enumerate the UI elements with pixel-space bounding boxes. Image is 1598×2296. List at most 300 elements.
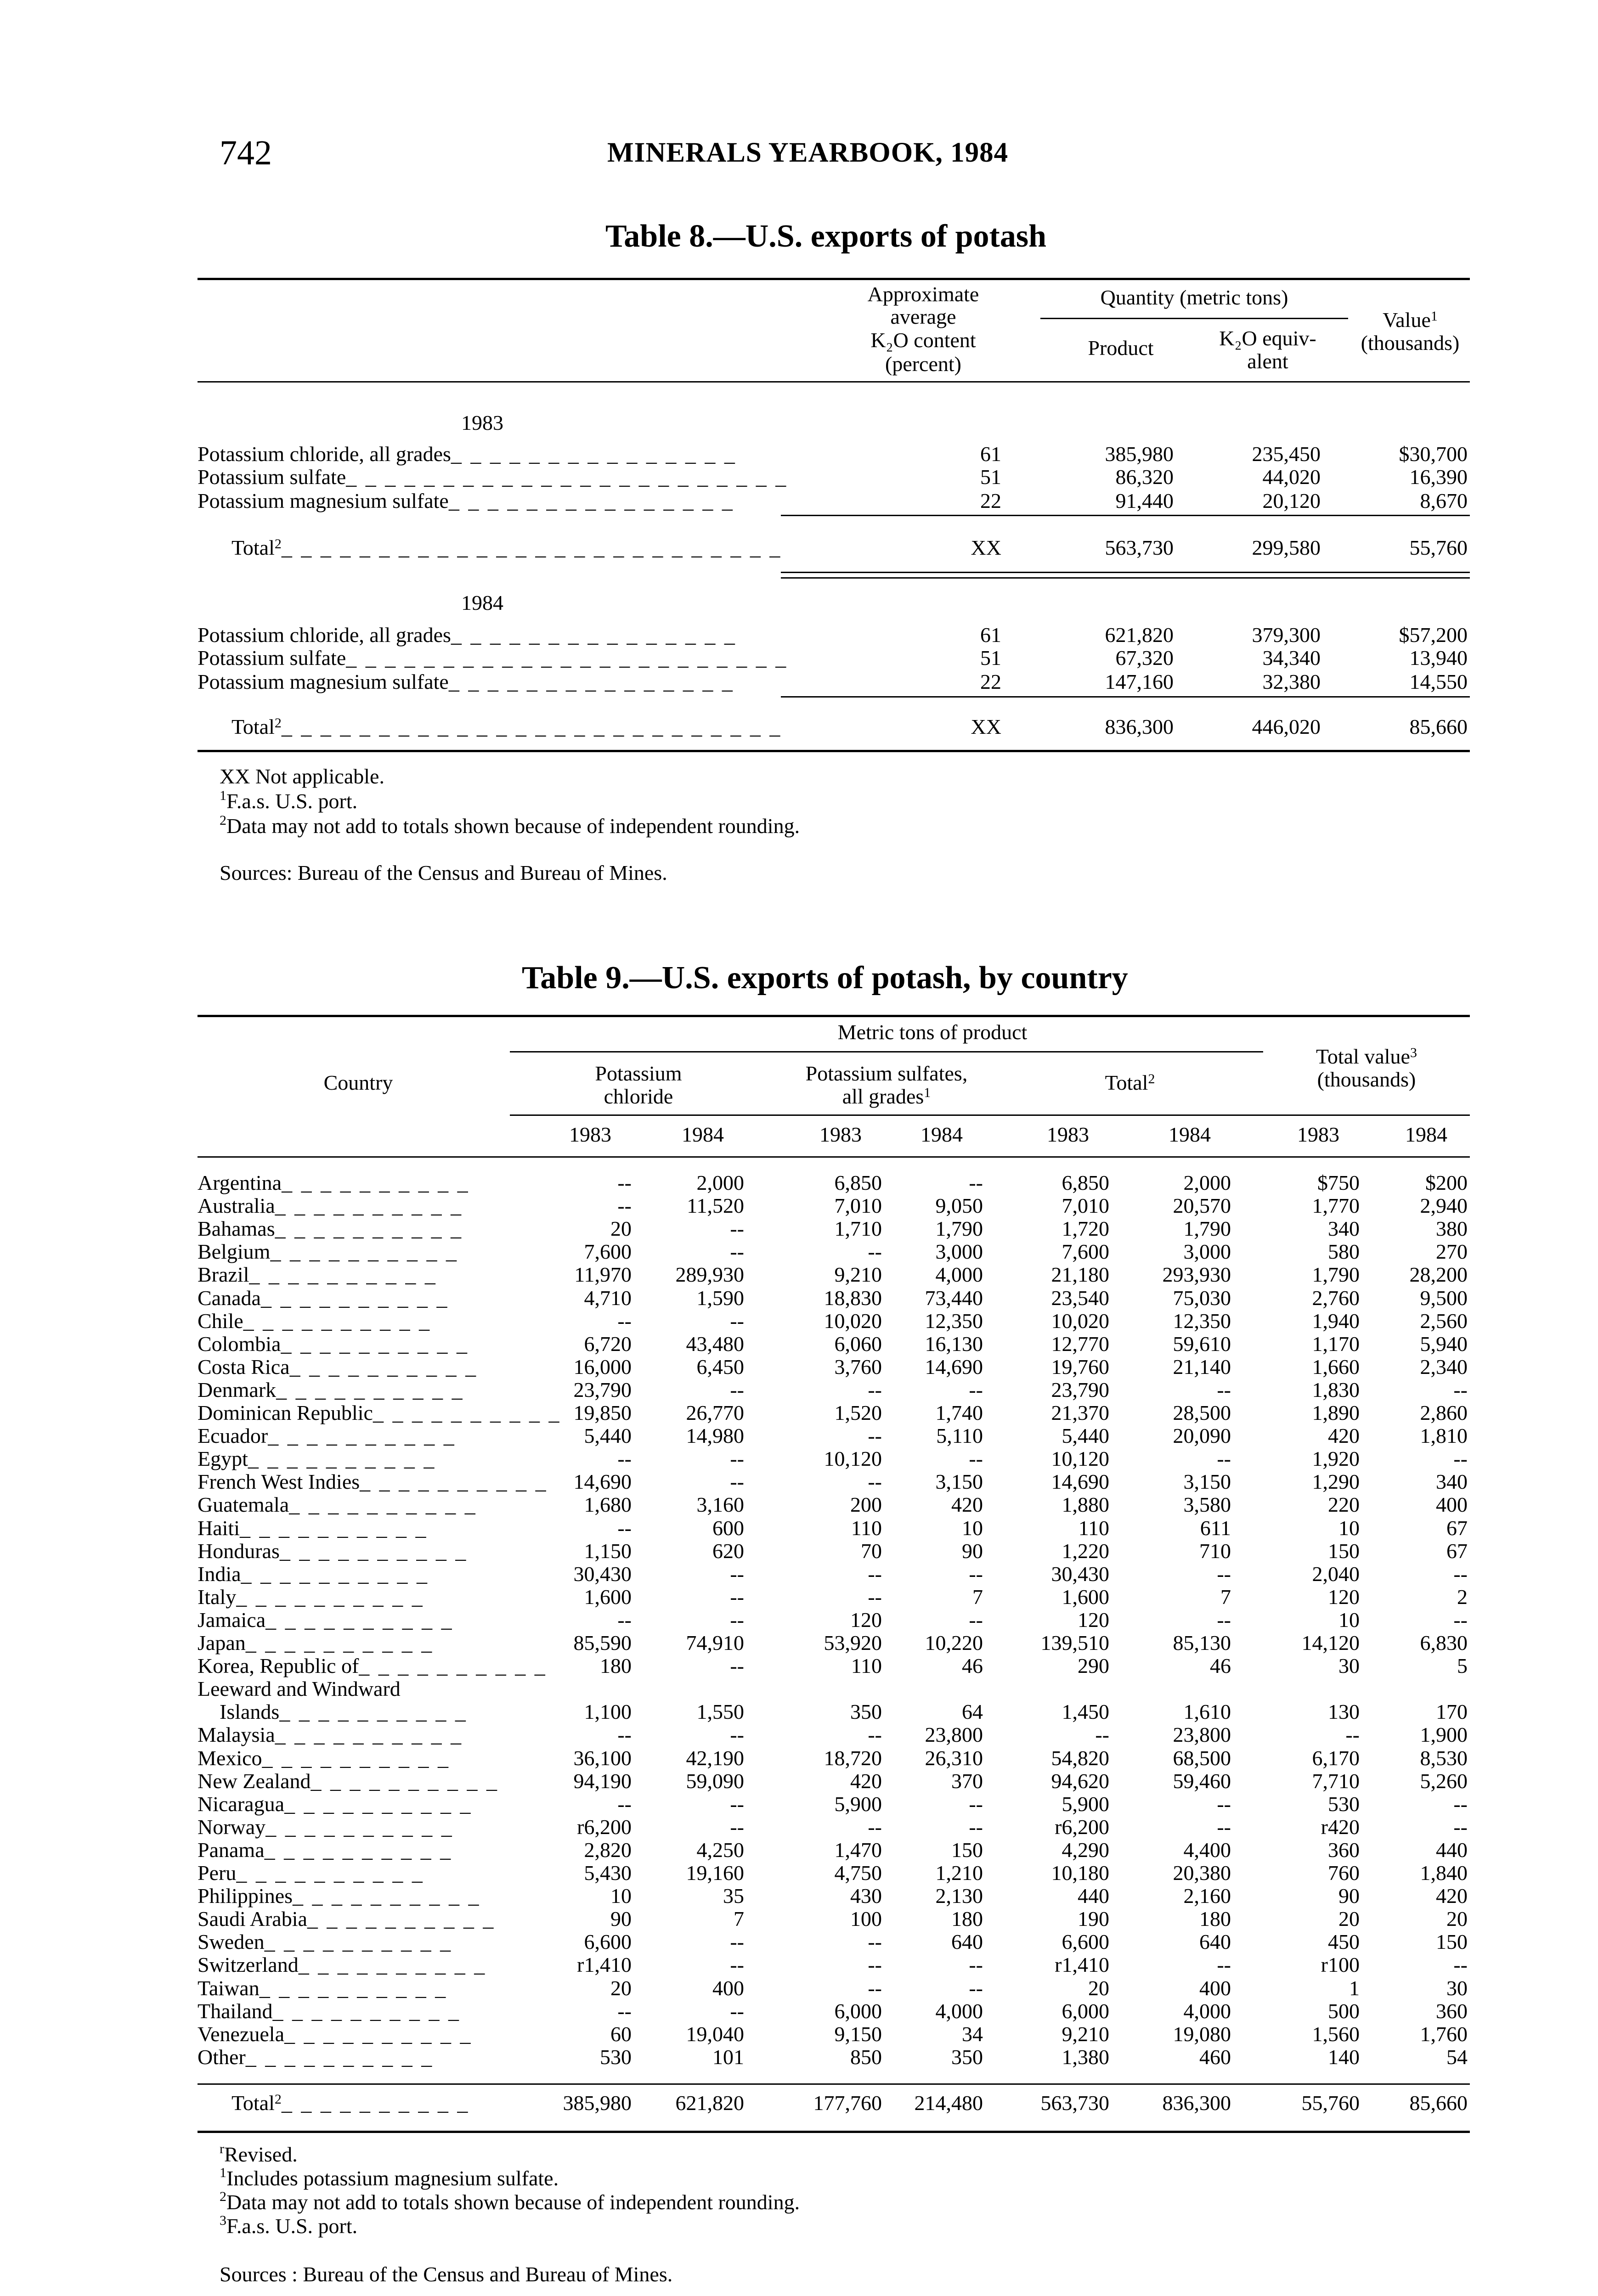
t9-cell: 20 <box>1446 1907 1468 1930</box>
t9-cell: 21,370 <box>1051 1401 1109 1424</box>
t9-cell: 18,720 <box>824 1746 882 1770</box>
t9-cell: 350 <box>850 1700 882 1723</box>
t8-cell: 14,550 <box>1409 670 1468 693</box>
t9-cell: 1,520 <box>834 1401 882 1424</box>
t8-cell: $57,200 <box>1399 623 1468 647</box>
t9-cell: 6,830 <box>1420 1631 1468 1654</box>
t9-cell: 10 <box>1338 1516 1360 1540</box>
t9-cell: 42,190 <box>686 1746 744 1770</box>
t8-col-quantity: Quantity (metric tons) <box>1100 286 1288 309</box>
t9-cell: 220 <box>1328 1493 1360 1516</box>
t8-year-1984: 1984 <box>461 591 503 614</box>
t8-cell: 91,440 <box>1115 489 1174 512</box>
t9-cell: 4,000 <box>1183 1999 1231 2023</box>
t9-cell: 94,620 <box>1051 1769 1109 1793</box>
t9-cell: -- <box>969 1171 983 1194</box>
t9-cell: 150 <box>1328 1539 1360 1563</box>
t9-footnote: $^r$Revised. <box>220 2141 298 2166</box>
t9-cell: 430 <box>850 1884 882 1908</box>
t9-cell: -- <box>730 1562 744 1586</box>
t9-header-rule <box>198 1156 1470 1158</box>
t8-total-label: Total$^2$_ _ _ _ _ _ _ _ _ _ _ _ _ _ _ _ _ _ _ _ _ _ _ _ _ _ <box>232 536 782 559</box>
t9-total-rule <box>198 2083 1470 2085</box>
t9-cell: 1,720 <box>1062 1217 1109 1240</box>
t8-cell: 61 <box>980 442 1001 466</box>
t9-cell: 1,770 <box>1312 1194 1360 1217</box>
t9-footnote: $^3$F.a.s. U.S. port. <box>220 2213 358 2238</box>
t9-cell: 420 <box>850 1769 882 1793</box>
t8-cell: XX <box>971 536 1001 559</box>
t9-cell: -- <box>1453 1378 1468 1401</box>
t9-cell: 620 <box>712 1539 744 1563</box>
t8-year-1983: 1983 <box>461 411 503 434</box>
t9-country-label: Norway_ _ _ _ _ _ _ _ _ _ <box>198 1815 454 1839</box>
t8-footnote: $^1$F.a.s. U.S. port. <box>220 788 358 813</box>
t9-cell: 640 <box>1199 1930 1231 1953</box>
t9-cell: 9,050 <box>935 1194 983 1217</box>
table8-top-rule <box>198 278 1470 280</box>
t9-cell: 1,380 <box>1062 2045 1109 2069</box>
t9-footnote: $^2$Data may not add to totals shown because of independent rounding. <box>220 2189 800 2214</box>
t9-cell: 1,220 <box>1062 1539 1109 1563</box>
t9-cell: 1,790 <box>935 1217 983 1240</box>
t9-cell: 6,850 <box>834 1171 882 1194</box>
t9-cell: -- <box>1217 1815 1231 1839</box>
t9-cell: 11,970 <box>574 1263 632 1286</box>
t9-cell: 600 <box>712 1516 744 1540</box>
t8-cell: 385,980 <box>1105 442 1174 466</box>
t9-cell: 90 <box>610 1907 632 1930</box>
t9-country-label: Bahamas_ _ _ _ _ _ _ _ _ _ <box>198 1217 463 1240</box>
t9-cell: -- <box>969 1378 983 1401</box>
t9-col-sulf-2: all grades$^1$ <box>842 1085 931 1108</box>
t9-cell: 850 <box>850 2045 882 2069</box>
t9-cell: 3,150 <box>1183 1470 1231 1493</box>
t9-cell: -- <box>730 1608 744 1632</box>
t9-cell: 53,920 <box>824 1631 882 1654</box>
t9-cell: 170 <box>1436 1700 1468 1723</box>
t9-cell: -- <box>868 1470 882 1493</box>
t9-cell: 500 <box>1328 1999 1360 2023</box>
running-head: MINERALS YEARBOOK, 1984 <box>607 137 1009 168</box>
t9-cell: -- <box>868 1240 882 1263</box>
t9-cell: 180 <box>600 1654 632 1677</box>
t9-cell: -- <box>1453 1447 1468 1470</box>
t9-cell: 59,090 <box>686 1769 744 1793</box>
t9-cell: 1,790 <box>1312 1263 1360 1286</box>
t9-cell: $200 <box>1425 1171 1468 1194</box>
t8-col-value-1: Value$^1$ <box>1383 308 1438 332</box>
t9-col-country: Country <box>323 1071 393 1094</box>
t9-cell: 2,860 <box>1420 1401 1468 1424</box>
t9-cell: 5,940 <box>1420 1332 1468 1356</box>
t8-section-rule <box>781 577 1470 579</box>
t9-cell: 611 <box>1200 1516 1231 1540</box>
t9-cell: 2,160 <box>1183 1884 1231 1908</box>
t8-bottom-rule <box>198 750 1470 752</box>
t9-cell: 530 <box>1328 1792 1360 1816</box>
t8-cell: 51 <box>980 646 1001 670</box>
t9-cell: 836,300 <box>1162 2091 1231 2115</box>
t9-cell: 400 <box>712 1976 744 2000</box>
t9-cell: 1,450 <box>1062 1700 1109 1723</box>
t9-cell: 2,040 <box>1312 1562 1360 1586</box>
t9-country-label: Italy_ _ _ _ _ _ _ _ _ _ <box>198 1585 424 1609</box>
t9-cell: 28,200 <box>1409 1263 1468 1286</box>
t9-cell: 3,000 <box>1183 1240 1231 1263</box>
t9-cell: -- <box>1217 1953 1231 1976</box>
t9-cell: 5,430 <box>584 1861 632 1885</box>
t9-cell: r420 <box>1321 1815 1360 1839</box>
t9-cell: 20 <box>610 1976 632 2000</box>
t9-cell: 1,810 <box>1420 1424 1468 1447</box>
t9-cell: 150 <box>1436 1930 1468 1953</box>
t9-cell: 200 <box>850 1493 882 1516</box>
t9-cell: 400 <box>1199 1976 1231 2000</box>
t9-total-label: Total$^2$_ _ _ _ _ _ _ _ _ _ <box>232 2091 470 2115</box>
t9-country-label: Haiti_ _ _ _ _ _ _ _ _ _ <box>198 1516 428 1540</box>
t9-cell: 400 <box>1436 1493 1468 1516</box>
t9-cell: 214,480 <box>914 2091 983 2115</box>
t9-cell: 3,160 <box>696 1493 744 1516</box>
t9-cell: 16,000 <box>573 1355 632 1379</box>
t9-cell: -- <box>730 1815 744 1839</box>
t8-cell: 85,660 <box>1409 715 1468 738</box>
t9-country-label: Egypt_ _ _ _ _ _ _ _ _ _ <box>198 1447 436 1470</box>
t9-cell: 5,110 <box>936 1424 983 1447</box>
t8-col-product: Product <box>1088 336 1154 360</box>
t9-cell: -- <box>1453 1792 1468 1816</box>
t9-year-rule <box>510 1114 1470 1116</box>
t9-cell: 1,680 <box>584 1493 632 1516</box>
t9-cell: -- <box>617 1194 632 1217</box>
t9-cell: 10,020 <box>824 1309 882 1333</box>
t8-cell: 16,390 <box>1409 465 1468 489</box>
t9-cell: -- <box>617 1171 632 1194</box>
t9-cell: 4,400 <box>1183 1838 1231 1862</box>
t9-cell: 621,820 <box>675 2091 744 2115</box>
t9-cell: 9,210 <box>1062 2022 1109 2046</box>
t9-cell: -- <box>1095 1723 1109 1746</box>
t9-col-total: Total$^2$ <box>1105 1071 1155 1094</box>
t9-cell: 1,590 <box>696 1286 744 1310</box>
t8-col-approx-4: (percent) <box>885 352 961 376</box>
t9-cell: 14,980 <box>686 1424 744 1447</box>
t9-cell: 180 <box>1199 1907 1231 1930</box>
t9-cell: -- <box>1217 1447 1231 1470</box>
t9-cell: 340 <box>1328 1217 1360 1240</box>
t9-cell: 5,900 <box>1062 1792 1109 1816</box>
t9-cell: 10,220 <box>925 1631 983 1654</box>
t9-cell: 21,180 <box>1051 1263 1109 1286</box>
t9-cell: 16,130 <box>925 1332 983 1356</box>
t9-col-kcl-1: Potassium <box>595 1062 682 1085</box>
t9-cell: 120 <box>1328 1585 1360 1609</box>
t9-cell: 23,800 <box>925 1723 983 1746</box>
t9-cell: -- <box>969 1447 983 1470</box>
t8-cell: 147,160 <box>1105 670 1174 693</box>
t9-year-header: 1983 <box>819 1123 862 1146</box>
t9-country-label: Leeward and Windward <box>198 1677 401 1700</box>
t9-cell: 440 <box>1436 1838 1468 1862</box>
t9-cell: 9,150 <box>834 2022 882 2046</box>
t9-cell: 20,090 <box>1173 1424 1231 1447</box>
t9-cell: 12,350 <box>925 1309 983 1333</box>
t9-year-header: 1983 <box>1297 1123 1339 1146</box>
t9-cell: 30 <box>1446 1976 1468 2000</box>
t9-cell: 85,130 <box>1173 1631 1231 1654</box>
t9-cell: 19,760 <box>1051 1355 1109 1379</box>
t9-col-value-1: Total value$^3$ <box>1316 1045 1417 1068</box>
t9-cell: 4,000 <box>935 1999 983 2023</box>
t9-cell: 420 <box>1436 1884 1468 1908</box>
t9-cell: 420 <box>951 1493 983 1516</box>
t9-cell: 20 <box>1338 1907 1360 1930</box>
t9-cell: 270 <box>1436 1240 1468 1263</box>
t8-sources: Sources: Bureau of the Census and Bureau of Mines. <box>220 861 667 884</box>
t8-row-label: Potassium magnesium sulfate_ _ _ _ _ _ _ _ _ _ _ _ _ _ _ <box>198 670 734 693</box>
t9-cell: 4,250 <box>696 1838 744 1862</box>
t9-cell: 1,940 <box>1312 1309 1360 1333</box>
t9-country-label: Switzerland_ _ _ _ _ _ _ _ _ _ <box>198 1953 487 1976</box>
t9-cell: 54,820 <box>1051 1746 1109 1770</box>
t8-section-rule <box>781 572 1470 573</box>
t9-cell: 1,830 <box>1312 1378 1360 1401</box>
t9-cell: 450 <box>1328 1930 1360 1953</box>
t9-country-label: Peru_ _ _ _ _ _ _ _ _ _ <box>198 1861 424 1885</box>
t9-cell: 2,130 <box>935 1884 983 1908</box>
t9-cell: 28,500 <box>1173 1401 1231 1424</box>
t9-cell: 1,470 <box>834 1838 882 1862</box>
t9-cell: 10 <box>962 1516 983 1540</box>
t9-sources: Sources : Bureau of the Census and Bureau of Mines. <box>220 2262 673 2286</box>
t9-country-label: Dominican Republic_ _ _ _ _ _ _ _ _ _ <box>198 1401 561 1424</box>
t9-cell: 75,030 <box>1173 1286 1231 1310</box>
t9-cell: -- <box>730 1723 744 1746</box>
t9-cell: 1,600 <box>584 1585 632 1609</box>
t8-cell: 621,820 <box>1105 623 1174 647</box>
t9-cell: r1,410 <box>1055 1953 1109 1976</box>
t9-country-label: Sweden_ _ _ _ _ _ _ _ _ _ <box>198 1930 453 1953</box>
t9-cell: -- <box>868 1378 882 1401</box>
t9-cell: r1,410 <box>577 1953 632 1976</box>
t8-row-label: Potassium sulfate_ _ _ _ _ _ _ _ _ _ _ _ _ _ _ _ _ _ _ _ _ _ _ <box>198 646 788 670</box>
t9-cell: 73,440 <box>925 1286 983 1310</box>
t9-cell: 60 <box>610 2022 632 2046</box>
t9-cell: -- <box>617 1792 632 1816</box>
t9-cell: 59,610 <box>1173 1332 1231 1356</box>
t9-country-label: Argentina_ _ _ _ _ _ _ _ _ _ <box>198 1171 470 1194</box>
t9-cell: 139,510 <box>1040 1631 1109 1654</box>
t9-cell: 4,290 <box>1062 1838 1109 1862</box>
t8-cell: 67,320 <box>1115 646 1174 670</box>
t9-col-metric: Metric tons of product <box>837 1020 1028 1044</box>
t9-country-label: Thailand_ _ _ _ _ _ _ _ _ _ <box>198 1999 461 2023</box>
t8-cell: 13,940 <box>1409 646 1468 670</box>
t8-cell: 446,020 <box>1252 715 1321 738</box>
t9-cell: -- <box>617 1608 632 1632</box>
t8-header-rule <box>198 381 1470 383</box>
t9-cell: 2,820 <box>584 1838 632 1862</box>
t9-cell: 3,760 <box>834 1355 882 1379</box>
t9-cell: 5 <box>1457 1654 1468 1677</box>
t9-cell: 440 <box>1078 1884 1109 1908</box>
t9-cell: 1,610 <box>1183 1700 1231 1723</box>
t9-cell: 85,590 <box>573 1631 632 1654</box>
t9-cell: 8,530 <box>1420 1746 1468 1770</box>
t8-cell: 51 <box>980 465 1001 489</box>
t8-footnote: XX Not applicable. <box>220 765 384 788</box>
t9-cell: 1,210 <box>935 1861 983 1885</box>
t8-cell: 44,020 <box>1262 465 1321 489</box>
t9-cell: 130 <box>1328 1700 1360 1723</box>
t8-cell: 22 <box>980 670 1001 693</box>
t9-cell: 380 <box>1436 1217 1468 1240</box>
t9-cell: 14,690 <box>1051 1470 1109 1493</box>
t9-cell: 350 <box>951 2045 983 2069</box>
t9-country-label: Korea, Republic of_ _ _ _ _ _ _ _ _ _ <box>198 1654 547 1677</box>
t9-cell: 1,150 <box>584 1539 632 1563</box>
t9-cell: -- <box>868 1723 882 1746</box>
t9-cell: -- <box>969 1792 983 1816</box>
t8-cell: 32,380 <box>1262 670 1321 693</box>
t9-year-header: 1983 <box>569 1123 611 1146</box>
t9-year-header: 1984 <box>920 1123 963 1146</box>
t9-cell: 14,690 <box>925 1355 983 1379</box>
t9-year-header: 1983 <box>1047 1123 1089 1146</box>
t9-cell: 23,800 <box>1173 1723 1231 1746</box>
t9-cell: 10 <box>1338 1608 1360 1632</box>
t9-cell: 2,560 <box>1420 1309 1468 1333</box>
t9-country-label: Canada_ _ _ _ _ _ _ _ _ _ <box>198 1286 449 1310</box>
t9-cell: 20 <box>610 1217 632 1240</box>
t9-cell: 1,660 <box>1312 1355 1360 1379</box>
t9-cell: 2,940 <box>1420 1194 1468 1217</box>
t9-cell: 1,900 <box>1420 1723 1468 1746</box>
t9-cell: -- <box>730 1953 744 1976</box>
t9-cell: 67 <box>1446 1539 1468 1563</box>
t8-row-label: Potassium chloride, all grades_ _ _ _ _ _ _ _ _ _ _ _ _ _ _ <box>198 442 737 466</box>
t9-cell: 6,600 <box>1062 1930 1109 1953</box>
t9-col-value-2: (thousands) <box>1317 1068 1416 1091</box>
t9-cell: 19,040 <box>686 2022 744 2046</box>
t9-cell: 12,350 <box>1173 1309 1231 1333</box>
t9-cell: 760 <box>1328 1861 1360 1885</box>
t9-cell: -- <box>730 1217 744 1240</box>
t9-country-label: Taiwan_ _ _ _ _ _ _ _ _ _ <box>198 1976 448 2000</box>
t9-cell: 360 <box>1436 1999 1468 2023</box>
t9-cell: 1,760 <box>1420 2022 1468 2046</box>
table8-title: Table 8.—U.S. exports of potash <box>605 219 1047 254</box>
t9-cell: 290 <box>1078 1654 1109 1677</box>
t8-col-approx-3: K₂O content <box>870 328 976 352</box>
t9-cell: -- <box>730 1470 744 1493</box>
t9-cell: 370 <box>951 1769 983 1793</box>
t8-cell: 836,300 <box>1105 715 1174 738</box>
t9-cell: 177,760 <box>813 2091 882 2115</box>
t9-cell: 20 <box>1088 1976 1109 2000</box>
t9-cell: 6,850 <box>1062 1171 1109 1194</box>
t9-cell: 110 <box>851 1516 882 1540</box>
t9-cell: 5,440 <box>1062 1424 1109 1447</box>
t9-cell: 43,480 <box>686 1332 744 1356</box>
t9-cell: -- <box>617 1447 632 1470</box>
t9-cell: 3,150 <box>935 1470 983 1493</box>
t9-cell: 94,190 <box>573 1769 632 1793</box>
t9-cell: 4,750 <box>834 1861 882 1885</box>
t8-cell: XX <box>971 715 1001 738</box>
t8-row-label: Potassium sulfate_ _ _ _ _ _ _ _ _ _ _ _ _ _ _ _ _ _ _ _ _ _ _ <box>198 465 788 489</box>
t9-cell: 74,910 <box>686 1631 744 1654</box>
t9-year-header: 1984 <box>1169 1123 1211 1146</box>
t9-cell: 190 <box>1078 1907 1109 1930</box>
t8-total-label: Total$^2$_ _ _ _ _ _ _ _ _ _ _ _ _ _ _ _ _ _ _ _ _ _ _ _ _ _ <box>232 715 782 738</box>
t9-cell: 10,120 <box>1051 1447 1109 1470</box>
t9-cell: 10 <box>610 1884 632 1908</box>
t9-cell: 1,550 <box>696 1700 744 1723</box>
t9-country-label: Mexico_ _ _ _ _ _ _ _ _ _ <box>198 1746 451 1770</box>
t9-country-label: Other_ _ _ _ _ _ _ _ _ _ <box>198 2045 434 2069</box>
t9-cell: 5,260 <box>1420 1769 1468 1793</box>
t9-cell: 3,580 <box>1183 1493 1231 1516</box>
t9-cell: 1,100 <box>584 1700 632 1723</box>
t9-cell: -- <box>617 1309 632 1333</box>
t8-footnote: $^2$Data may not add to totals shown because of independent rounding. <box>220 813 800 838</box>
t8-cell: 22 <box>980 489 1001 512</box>
t9-cell: 9,210 <box>834 1263 882 1286</box>
t9-metric-rule <box>510 1051 1263 1052</box>
t9-cell: 19,850 <box>573 1401 632 1424</box>
t8-col-approx-2: average <box>890 305 956 328</box>
t9-cell: 150 <box>951 1838 983 1862</box>
t9-cell: 7,010 <box>834 1194 882 1217</box>
t9-cell: 7,600 <box>1062 1240 1109 1263</box>
t9-cell: -- <box>730 1309 744 1333</box>
t9-cell: 140 <box>1328 2045 1360 2069</box>
t9-cell: -- <box>1217 1792 1231 1816</box>
t8-cell: 563,730 <box>1105 536 1174 559</box>
t9-cell: 30 <box>1338 1654 1360 1677</box>
t8-cell: 55,760 <box>1409 536 1468 559</box>
t9-cell: 19,160 <box>686 1861 744 1885</box>
t9-cell: -- <box>868 1953 882 1976</box>
t9-cell: -- <box>868 1585 882 1609</box>
t9-cell: 110 <box>1078 1516 1109 1540</box>
t9-cell: -- <box>969 1608 983 1632</box>
t9-cell: 1,880 <box>1062 1493 1109 1516</box>
t9-cell: 7 <box>734 1907 744 1930</box>
t9-cell: -- <box>617 1516 632 1540</box>
t8-col-approx-1: Approximate <box>867 282 979 306</box>
t9-cell: -- <box>730 1240 744 1263</box>
t9-cell: 6,450 <box>696 1355 744 1379</box>
t9-country-label: Ecuador_ _ _ _ _ _ _ _ _ _ <box>198 1424 456 1447</box>
t9-cell: 2,760 <box>1312 1286 1360 1310</box>
t9-country-label: Chile_ _ _ _ _ _ _ _ _ _ <box>198 1309 432 1333</box>
t8-col-k2o-2: alent <box>1247 349 1288 373</box>
t9-cell: -- <box>730 1585 744 1609</box>
t9-cell: 530 <box>600 2045 632 2069</box>
t9-cell: -- <box>969 1953 983 1976</box>
t9-cell: 1,170 <box>1312 1332 1360 1356</box>
t9-cell: 2,000 <box>696 1171 744 1194</box>
t9-cell: 3,000 <box>935 1240 983 1263</box>
t8-subtotal-rule <box>781 696 1470 698</box>
t9-country-label: Venezuela_ _ _ _ _ _ _ _ _ _ <box>198 2022 473 2046</box>
t9-cell: 2 <box>1457 1585 1468 1609</box>
t9-cell: -- <box>1217 1608 1231 1632</box>
t9-cell: 34 <box>962 2022 983 2046</box>
